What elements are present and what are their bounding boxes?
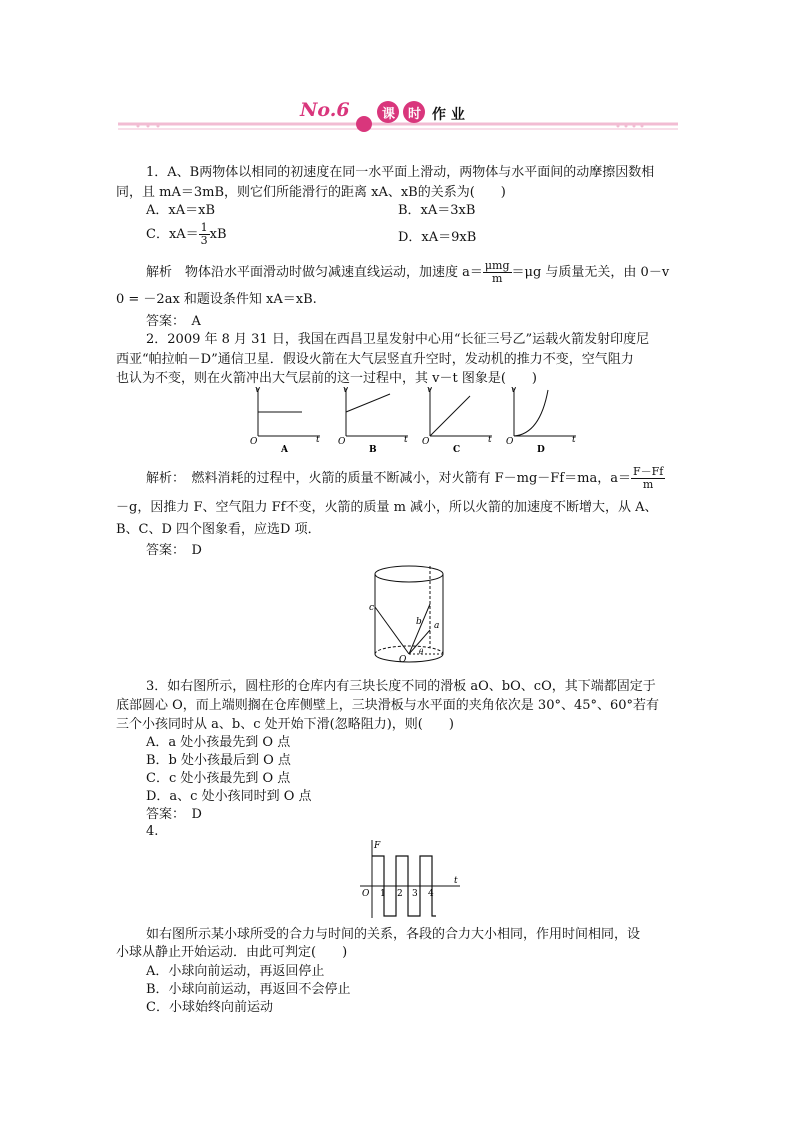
q4-option-b: B．小球向前运动，再返回不会停止: [146, 982, 351, 997]
q3-option-c: C．c 处小孩最先到 O 点: [146, 771, 291, 786]
q3-label-c: c: [369, 603, 375, 613]
heart-badge-icon: [356, 116, 372, 132]
q4-origin: O: [362, 889, 370, 899]
graph-b: [338, 385, 408, 455]
q2-analysis-fraction: $\frac{F-Ff}{m}$: [632, 465, 664, 491]
graph-d-v-label: v: [511, 385, 517, 395]
header-title: 作 业: [432, 107, 465, 123]
q4-line-1: 如右图所示某小球所受的合力与时间的关系，各段的合力大小相同，作用时间相同，设: [146, 927, 641, 942]
q3-label-o: O: [399, 655, 407, 665]
q1-option-c: C．xA＝ $\frac{1}{3}$ xB: [146, 221, 227, 247]
q4-tick-1: 1: [380, 889, 386, 899]
header-no-label: No.6: [300, 99, 350, 121]
graph-d-t-label: t: [572, 435, 576, 445]
q1-analysis: 解析 物体沿水平面滑动时做匀减速直线运动，加速度 a＝ $\frac{\text{μmg}}{m}$ ＝μg 与质量无关，由 0－v: [146, 259, 670, 285]
q1-answer: 答案： A: [146, 314, 201, 329]
q2-analysis-line-3: B、C、D 四个图象看，应选D 项．: [116, 522, 321, 537]
q4-f-label: F: [374, 841, 381, 851]
q1-analysis-fraction: $\frac{\text{μmg}}{m}$: [484, 259, 510, 285]
graph-b-origin: O: [338, 437, 346, 447]
q3-line-1: 3．如右图所示，圆柱形的仓库内有三块长度不同的滑板 aO、bO、cO，其下端都固定于: [146, 679, 656, 694]
q2-analysis-line-2: －g，因推力 F、空气阻力 Ff不变，火箭的质量 m 减小，所以火箭的加速度不断增大，从 A、: [116, 500, 658, 515]
q4-option-c: C．小球始终向前运动: [146, 1000, 273, 1015]
header-badge-1: 课: [382, 107, 396, 122]
q2-analysis: 解析： 燃料消耗的过程中，火箭的质量不断减小，对火箭有 F－mg－Ff＝ma，a＝ $\frac{F-Ff}{m}$: [146, 465, 664, 491]
q4-option-a: A．小球向前运动，再返回停止: [146, 964, 325, 979]
graph-a-t-label: t: [316, 435, 320, 445]
q2-line-2: 西亚“帕拉帕－D”通信卫星．假设火箭在大气层竖直升空时，发动机的推力不变，空气阻力: [116, 352, 634, 367]
graph-d-origin: O: [506, 437, 514, 447]
q1-option-a: A．xA＝xB: [146, 203, 215, 218]
graph-b-t-label: t: [404, 435, 408, 445]
q1-option-d: D．xA＝9xB: [398, 230, 477, 245]
q3-label-a: a: [434, 621, 440, 631]
graph-c-label: C: [453, 445, 461, 455]
header-banner: [118, 98, 678, 132]
q2-vt-graphs: [250, 384, 580, 456]
graph-c: [422, 385, 492, 455]
q4-tick-2: 2: [397, 889, 403, 899]
graph-b-label: B: [369, 445, 377, 455]
graph-b-v-label: v: [343, 385, 349, 395]
q2-answer: 答案： D: [146, 543, 202, 558]
q1-line-2: 同，且 mA＝3mB，则它们所能滑行的距离 xA、xB的关系为( ): [116, 185, 506, 200]
graph-a-v-label: v: [255, 385, 261, 395]
q3-answer: 答案： D: [146, 807, 202, 822]
graph-a: [250, 385, 320, 455]
q1-option-c-fraction: $\frac{1}{3}$: [200, 221, 208, 247]
graph-a-label: A: [281, 445, 288, 455]
q4-tick-4: 4: [428, 889, 434, 899]
q4-tick-3: 3: [412, 889, 418, 899]
q3-option-d: D．a、c 处小孩同时到 O 点: [146, 789, 312, 804]
q4-number: 4.: [146, 824, 159, 839]
q2-line-1: 2．2009 年 8 月 31 日，我国在西昌卫星发射中心用“长征三号乙”运载火箭发射印度尼: [146, 332, 650, 347]
q1-analysis-line-2: 0 = －2ax 和题设条件知 xA＝xB.: [116, 292, 317, 307]
q1-option-b: B．xA＝3xB: [398, 203, 476, 218]
q2-line-3: 也认为不变，则在火箭冲出大气层前的这一过程中，其 v－t 图象是( ): [116, 371, 537, 386]
header-badge-2: 时: [408, 107, 422, 122]
graph-c-v-label: v: [427, 385, 433, 395]
graph-c-origin: O: [422, 437, 430, 447]
q1-line-1: 1．A、B两物体以相同的初速度在同一水平面上滑动，两物体与水平面间的动摩擦因数相: [146, 165, 655, 180]
q4-line-2: 小球从静止开始运动．由此可判定( ): [116, 945, 348, 960]
q3-option-a: A．a 处小孩最先到 O 点: [146, 735, 291, 750]
q3-label-theta: θ: [419, 648, 424, 656]
q3-label-b: b: [416, 617, 422, 627]
q3-line-3: 三个小孩同时从 a、b、c 处开始下滑(忽略阻力)，则( ): [116, 717, 454, 732]
graph-d: [506, 385, 576, 455]
graph-a-origin: O: [250, 437, 258, 447]
q3-option-b: B．b 处小孩最后到 O 点: [146, 753, 291, 768]
graph-c-t-label: t: [488, 435, 492, 445]
q3-cylinder-figure: [364, 562, 454, 670]
q3-line-2: 底部圆心 O，而上端则搁在仓库侧壁上，三块滑板与水平面的夹角依次是 30°、45°、60°若有: [116, 698, 660, 713]
q4-t-label: t: [454, 876, 458, 886]
graph-d-label: D: [537, 445, 545, 455]
q4-force-time-graph: [356, 838, 462, 920]
